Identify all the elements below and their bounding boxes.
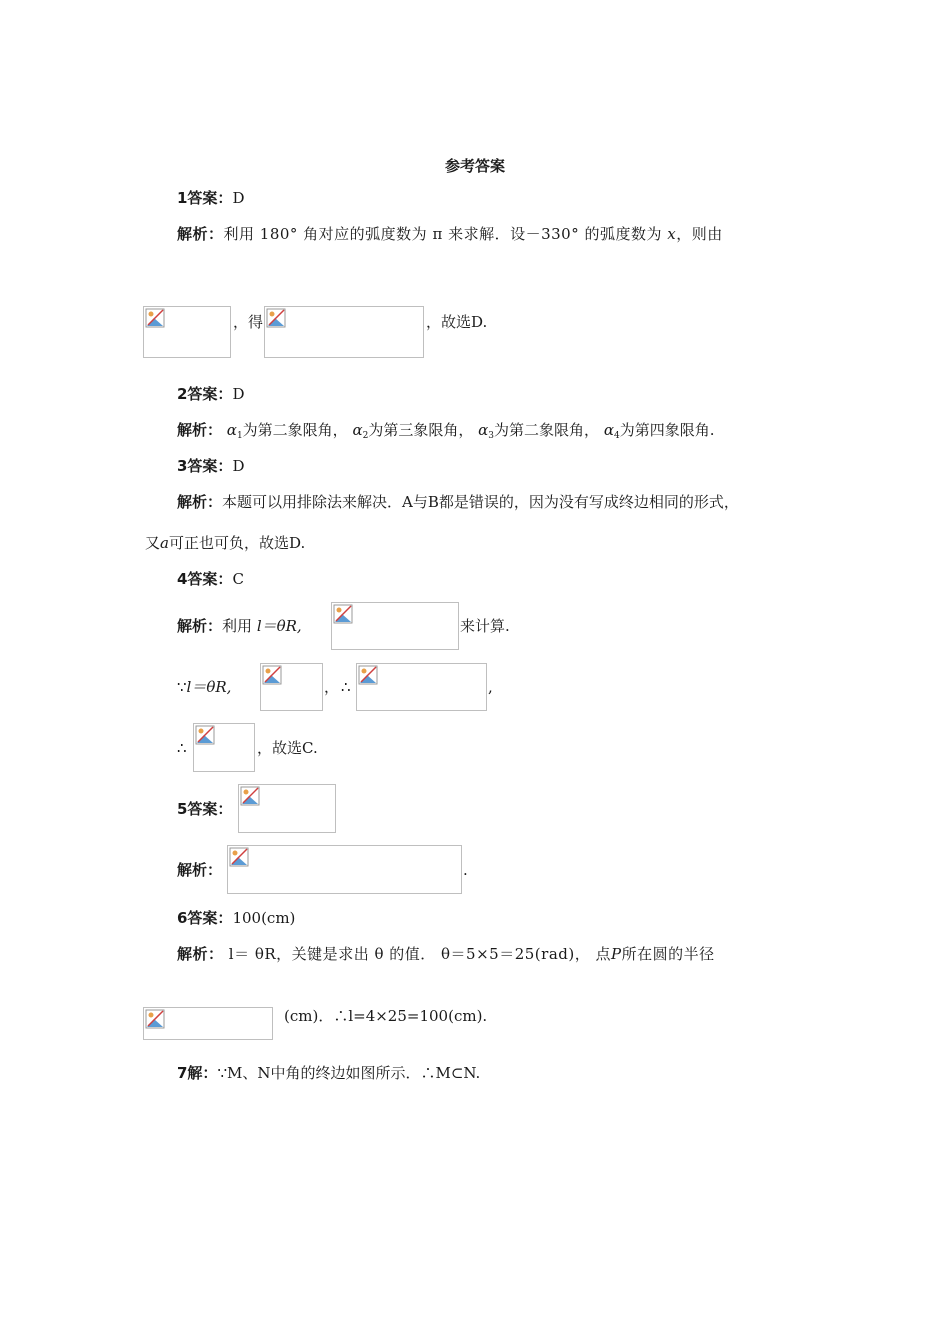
q3-label: 解析： — [177, 493, 223, 511]
alpha-3: α — [478, 421, 489, 439]
q4-formula-image-3 — [356, 663, 487, 711]
q4-comma2: , — [488, 678, 493, 696]
q4-formula-image-4 — [193, 723, 255, 772]
alpha-1-sub: 1 — [236, 431, 243, 441]
q6-answer: 100(cm) — [232, 909, 296, 927]
q2-t1: 为第二象限角， — [242, 421, 348, 439]
q2-t3: 为第二象限角， — [494, 421, 600, 439]
q1-formula-image-2 — [264, 306, 424, 358]
broken-image-icon — [144, 1008, 166, 1030]
alpha-1: α — [226, 421, 237, 439]
q2-answer-line — [177, 384, 244, 404]
q3-var: a — [160, 534, 169, 552]
broken-image-icon — [239, 785, 261, 807]
q4-label: 解析： — [177, 617, 223, 635]
q6-text1: l＝ θR，关键是求出 θ 的值． θ＝5×5＝25(rad)， 点 — [228, 945, 611, 963]
q1-tail: ，故选D. — [426, 313, 488, 331]
q6-text2: 所在圆的半径 — [621, 945, 715, 963]
q4-answer-line — [177, 569, 244, 589]
q2-label: 解析： — [177, 421, 223, 439]
q1-text2: ，则由 — [676, 225, 723, 243]
q3-explanation — [177, 492, 739, 512]
broken-image-icon — [357, 664, 379, 686]
q4-post: 来计算. — [460, 617, 510, 635]
q5-explanation-image — [227, 845, 462, 894]
q6-tail: (cm)．∴l=4×25=100(cm). — [284, 1007, 488, 1025]
alpha-3-sub: 3 — [488, 431, 495, 441]
q4-formula-image-2 — [260, 663, 323, 711]
broken-image-icon — [194, 724, 216, 746]
q1-answer-line — [177, 188, 244, 208]
q6-answer-line — [177, 908, 295, 928]
q2-answer: D — [232, 385, 245, 403]
q1-head: 1答案： — [177, 189, 233, 207]
broken-image-icon — [144, 307, 166, 329]
q4-tail: ，故选C. — [257, 739, 318, 757]
q3-text: 本题可以用排除法来解决．A与B都是错误的，因为没有写成终边相同的形式， — [222, 493, 739, 511]
q3-text2b: 可正也可负，故选D. — [168, 534, 306, 552]
q1-formula-image-1 — [143, 306, 231, 358]
q7-head: 7解： — [177, 1064, 218, 1082]
alpha-2: α — [352, 421, 363, 439]
q6-formula-image — [143, 1007, 273, 1040]
alpha-2-sub: 2 — [362, 431, 369, 441]
q2-head: 2答案： — [177, 385, 233, 403]
q7-line — [177, 1063, 480, 1083]
q1-text: 利用 180° 角对应的弧度数为 π 来求解．设－330° 的弧度数为 — [223, 225, 668, 243]
q6-explanation — [177, 944, 715, 964]
alpha-4: α — [603, 421, 614, 439]
q5-answer-image — [238, 784, 336, 833]
q1-mid: ，得 — [233, 313, 264, 331]
q2-t2: 为第三象限角， — [368, 421, 474, 439]
because-symbol: ∵ — [177, 678, 187, 696]
q4-formula: l＝θR, — [256, 617, 302, 635]
q4-pre: 利用 — [222, 617, 253, 635]
q1-label: 解析： — [177, 225, 224, 243]
alpha-4-sub: 4 — [613, 431, 620, 441]
q1-explanation — [177, 224, 723, 244]
q6-head: 6答案： — [177, 909, 233, 927]
q7-text: ∵M、N中角的终边如图所示．∴M⊂N. — [217, 1064, 481, 1082]
q3-explanation-2 — [145, 533, 305, 553]
q2-explanation — [177, 420, 714, 446]
q4-formula2: l＝θR, — [186, 678, 232, 696]
q3-head: 3答案： — [177, 457, 233, 475]
q3-text2a: 又 — [145, 534, 161, 552]
q6-var: P — [610, 945, 622, 963]
q4-explanation — [177, 616, 302, 636]
q5-tail: . — [463, 861, 468, 879]
q6-label: 解析： — [177, 945, 224, 963]
broken-image-icon — [261, 664, 283, 686]
q5-head: 5答案： — [177, 800, 233, 818]
q2-t4: 为第四象限角. — [619, 421, 715, 439]
broken-image-icon — [265, 307, 287, 329]
therefore-symbol: ∴ — [341, 678, 351, 696]
q3-answer: D — [232, 457, 245, 475]
q5-label: 解析： — [177, 861, 223, 879]
q4-head: 4答案： — [177, 570, 233, 588]
broken-image-icon — [228, 846, 250, 868]
therefore-symbol-2: ∴ — [177, 739, 187, 757]
q1-var: x — [667, 225, 677, 243]
q4-because-line — [177, 677, 231, 697]
q3-answer-line — [177, 456, 244, 476]
q4-answer: C — [232, 570, 244, 588]
page-title: 参考答案 — [444, 157, 505, 175]
q4-comma: ， — [324, 678, 340, 696]
q4-formula-image-1 — [331, 602, 459, 650]
q1-answer: D — [232, 189, 245, 207]
broken-image-icon — [332, 603, 354, 625]
